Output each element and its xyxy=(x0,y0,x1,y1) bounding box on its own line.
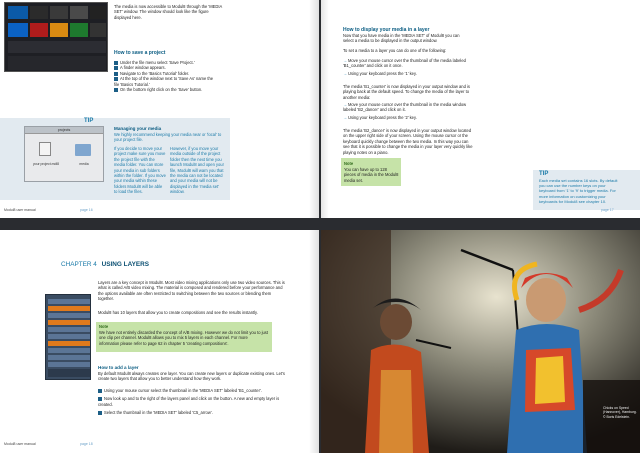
chapter-number: CHAPTER 4 xyxy=(61,261,97,268)
add-layer-intro: By default Modul8 always creates one layer. You can create new layers or duplicate existing ones. Let's create two layers that allow you to better understand how they work. xyxy=(98,371,285,382)
tip-text: Each media set contains 16 slots. By default you can use the number keys on your keyboard from '1' to '9' to trigger media. For more information on customizing your keyboards for Modul8 see chapter 10. xyxy=(539,178,618,204)
bullet-list-1 xyxy=(343,58,473,76)
folder-window xyxy=(24,126,104,182)
save-step: Navigate to the 'Basics Tutorial' folder. xyxy=(114,71,214,76)
add-layer-steps xyxy=(98,388,294,416)
folder-label: media xyxy=(79,162,89,166)
photo-caption: Chicks on Speed (Hannover), Hamburg. © Boris Edelstein. xyxy=(603,406,637,419)
bullet-item: →Using your keyboard press the '1' key. xyxy=(343,70,417,76)
footer-page: page 16 xyxy=(80,208,93,212)
footer-label: Modul8 user manual xyxy=(4,208,36,212)
bullet-item: →Move your mouse cursor over the thumbnail of the media labeled 'B1_counter' and click on it once. xyxy=(343,58,466,69)
note-label: Note xyxy=(99,324,109,329)
manage-subtext: We highly recommend keeping your media near or 'local' to your project file. xyxy=(114,132,222,143)
bullet-item: →Using your keyboard press the '2' key. xyxy=(343,114,417,120)
footer-page: page 18 xyxy=(80,442,93,446)
page-16 xyxy=(0,0,319,218)
save-step: A finder window appears. xyxy=(114,65,214,70)
display-lead: To set a media to a layer you can do one of the following: xyxy=(343,48,447,53)
intro-text: The media is now accessible to Modul8 through the 'MEDIA SET' window. The window should look like the figure displayed here. xyxy=(114,4,222,20)
add-step: Using your mouse cursor select the thumbnail in the 'MEDIA SET' labeled 'B1_counter'. xyxy=(98,388,294,393)
page-18 xyxy=(0,230,319,453)
layers-panel-screenshot xyxy=(45,294,91,380)
display-heading: How to display your media in a layer xyxy=(343,27,430,33)
save-step: On the bottom right click on the 'Save' button. xyxy=(114,87,214,92)
footer-label: Modul8 user manual xyxy=(4,442,36,446)
note-label: Note xyxy=(344,161,354,166)
add-step: Now look up and to the right of the layers panel and click on the button. A new and empty layer is created. xyxy=(98,396,280,407)
chapter-name: USING LAYERS xyxy=(101,261,150,268)
concert-photo xyxy=(321,230,640,453)
display-intro: Now that you have media in the 'MEDIA SET' of Modul8 you can select a media to be displayed in the output window. xyxy=(343,33,460,44)
save-heading: How to save a project xyxy=(114,50,166,56)
add-layer-heading: How to add a layer xyxy=(98,365,139,370)
display-para3: The media 'B2_dancer' is now displayed in your output window located on the upper right side of your screen. Using the mouse cursor or the keyboard quickly change between the two media. In this way you can see that it is possible to change the media in your layer very quickly like playing notes on a piano. xyxy=(343,128,473,155)
folder-icon xyxy=(75,144,91,156)
bullet-list-2 xyxy=(343,102,473,120)
save-steps xyxy=(114,60,214,92)
bullet-item: →Move your mouse cursor over the thumbnail in the media window labeled 'B2_dancer' and click on it. xyxy=(343,102,467,113)
save-step: Under the file menu select 'Save Project.' xyxy=(114,60,214,65)
media-set-screenshot xyxy=(4,2,108,72)
page-19-photo xyxy=(321,230,640,453)
add-step: Select the thumbnail in the 'MEDIA SET' labeled 'C5_arrow'. xyxy=(98,410,294,415)
save-step: At the top of the window next to 'Save As' name the file 'Basics Tutorial.' xyxy=(114,76,214,87)
page-17 xyxy=(321,0,640,218)
folder-window-title: projects xyxy=(25,127,103,134)
layers-para1: Layers are a key concept in Modul8. Most video mixing applications only use two video sources. This is what is called A/B video mixing. The material is composed and rendered before your performance and the options available are often restricted to switching between the two sources or blending them together. xyxy=(98,280,285,302)
tip-label: TIP xyxy=(84,118,94,124)
note-text: You can have up to 128 pieces of media in the Modul8 media set. xyxy=(344,167,399,183)
note-text: We have not entirely discarded the concept of A/B mixing. However we do not limit you to just one clip per channel. Modul8 allows you to mix 5 layers in each channel. For more information please refer to page 62 in chapter 5 'creating compositions'. xyxy=(99,330,268,346)
chapter-title xyxy=(61,261,149,268)
tip-label: TIP xyxy=(539,171,549,177)
file-label: your project.mdl8 xyxy=(32,162,59,166)
manage-col2: However, if you move your media outside of the project folder then the next time you launch Modul8 and open your file, Modul8 will warn you that the media can not be located and your media will not be displayed in the 'media set' window. xyxy=(170,146,224,195)
manage-heading: Managing your media xyxy=(114,126,162,131)
manage-col1: If you decide to move your project make sure you move the project file with the media folder. You can store your media in sub folders within the folder. If you move your media within these folders Modul8 will be able to load the files. xyxy=(114,146,166,195)
display-para2: The media 'B1_counter' is now displayed in your output window and is playing back at the default speed. To change the media of the layer to another media: xyxy=(343,84,470,100)
layers-para2: Modul8 has 10 layers that allow you to create compositions and see the results instantly. xyxy=(98,310,258,315)
footer-page: page 17 xyxy=(601,208,614,212)
file-icon xyxy=(39,142,51,156)
